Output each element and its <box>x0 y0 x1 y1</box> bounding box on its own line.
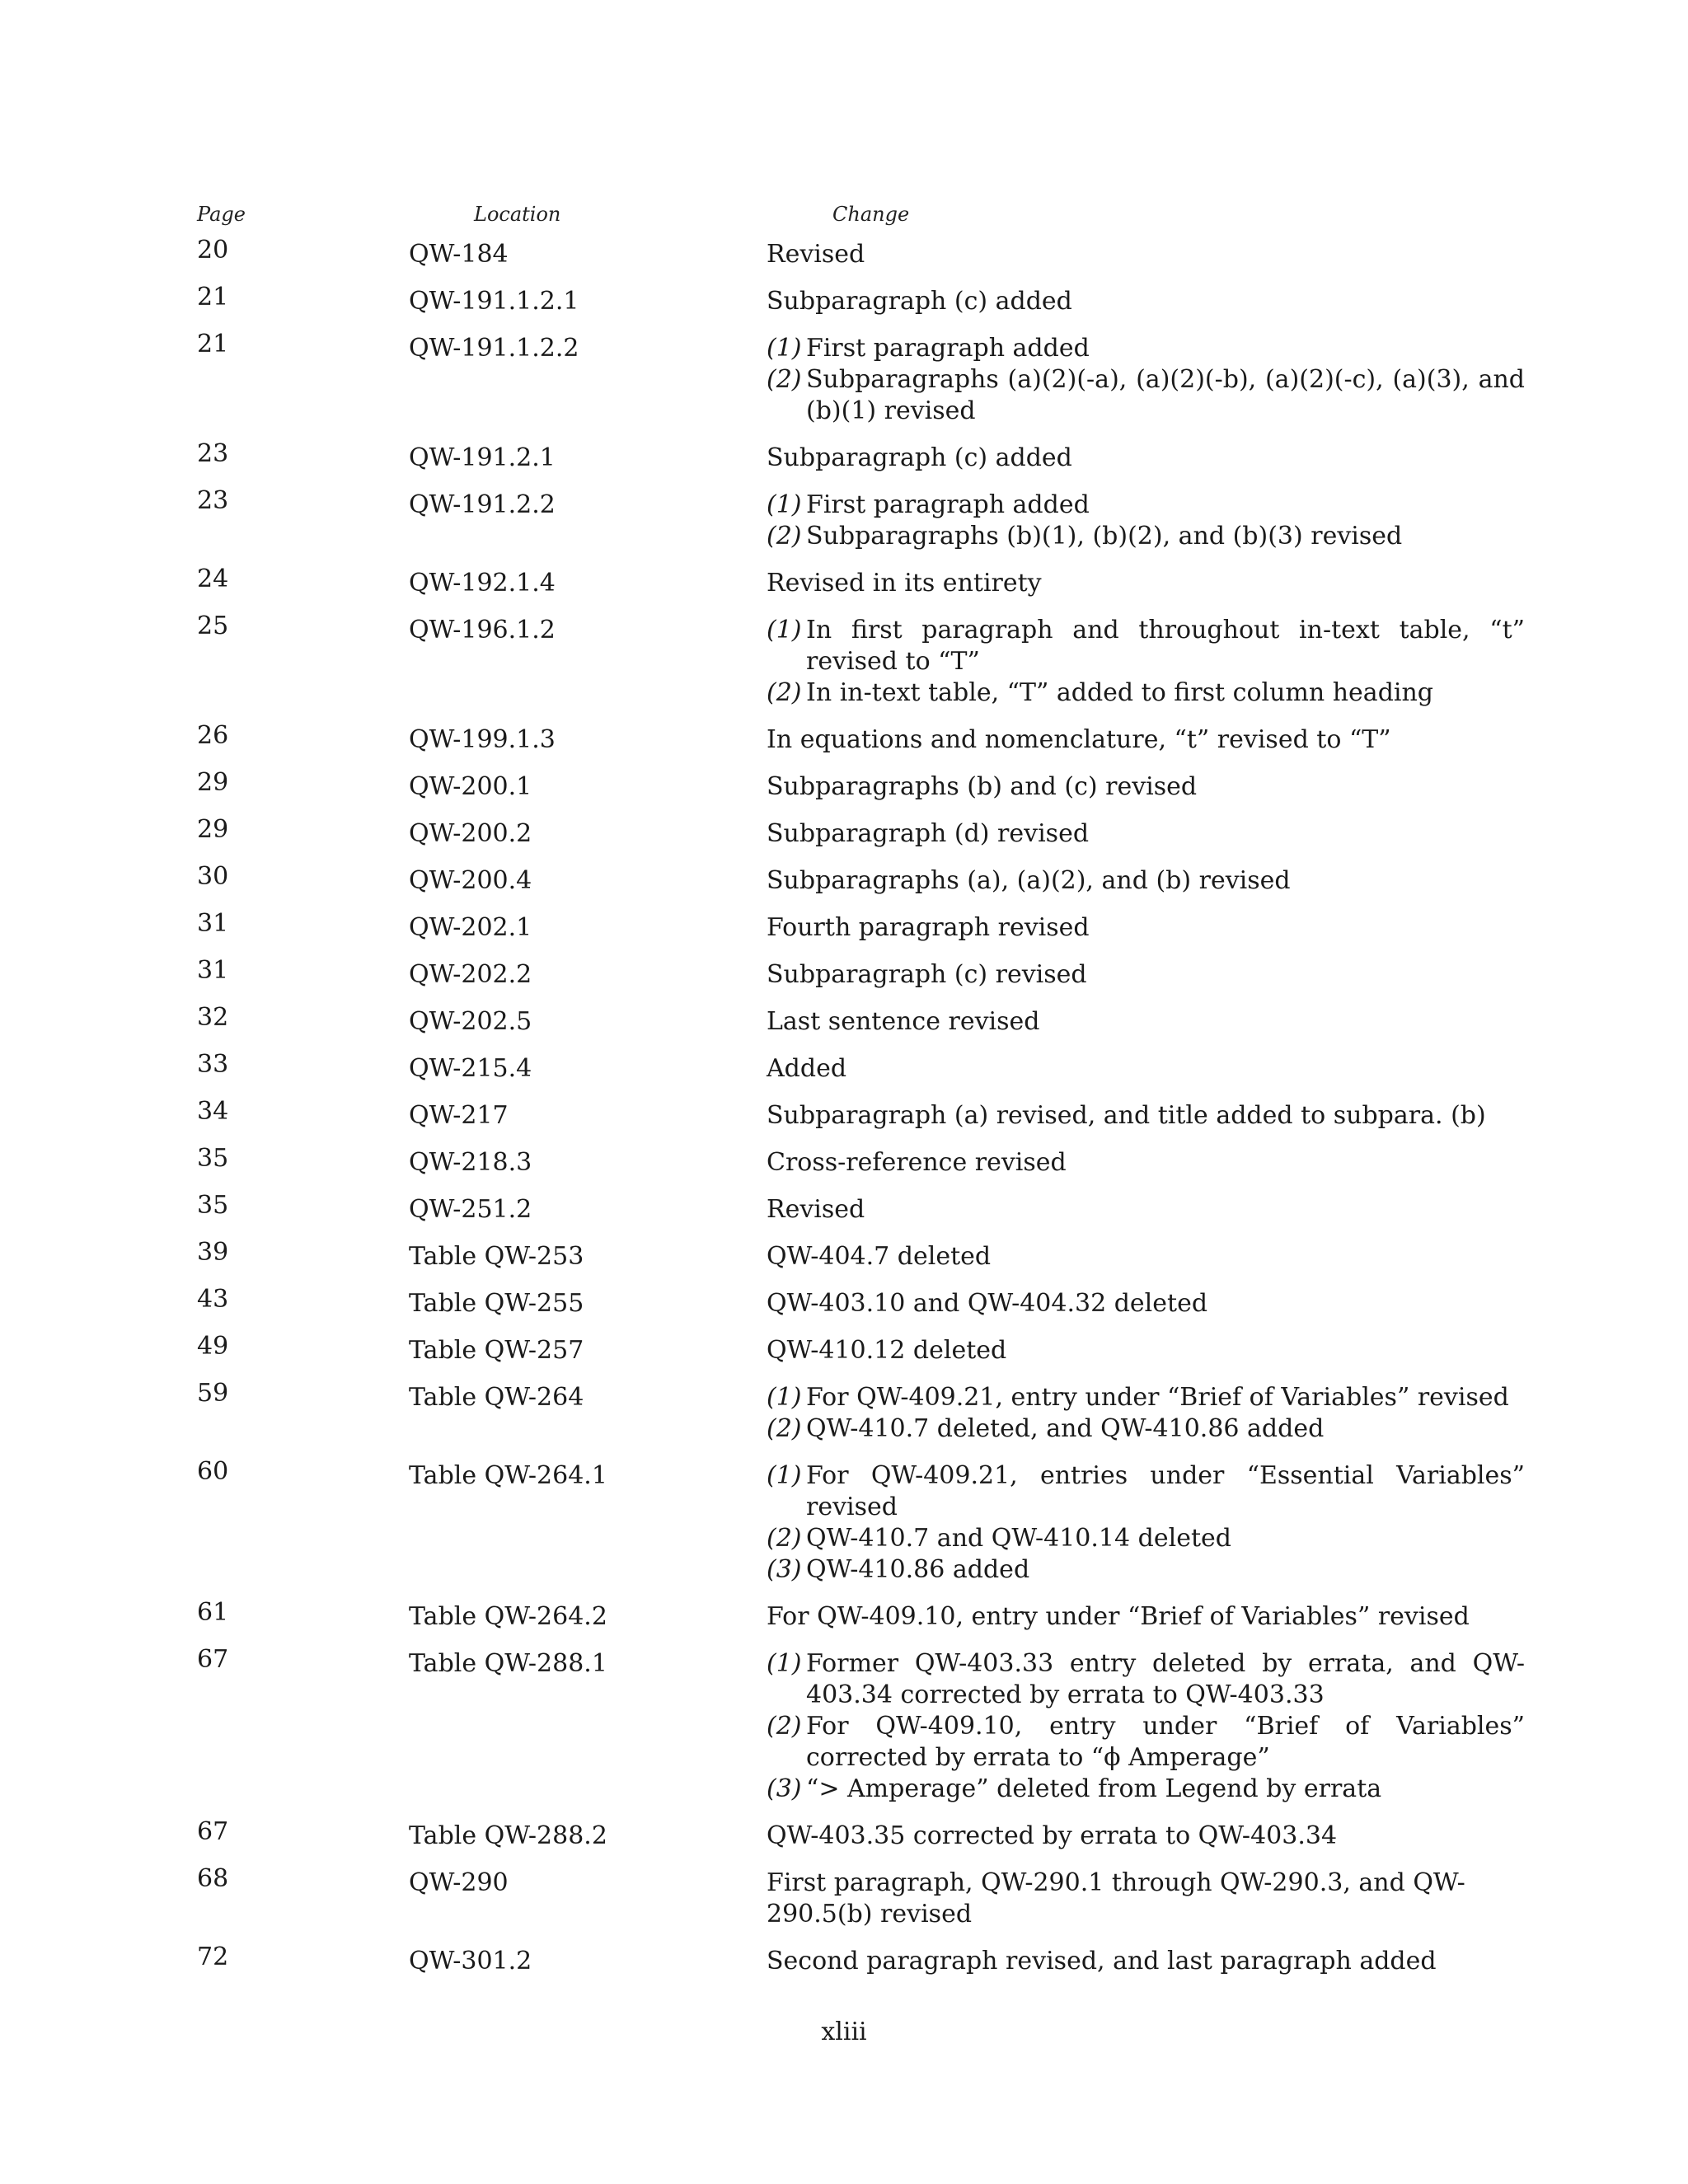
change-item-text: Subparagraphs (b)(1), (b)(2), and (b)(3) revised <box>806 522 1403 551</box>
page-cell: 25 <box>197 612 229 640</box>
change-item <box>767 1554 1525 1586</box>
change-cell <box>767 1100 1525 1132</box>
change-cell <box>767 724 1525 756</box>
change-cell <box>767 818 1525 850</box>
table-row <box>0 1332 1688 1366</box>
table-row <box>0 909 1688 944</box>
page-column-header: Page <box>197 203 246 226</box>
changes-table <box>0 236 1688 1993</box>
change-item-text: Fourth paragraph revised <box>767 913 1090 942</box>
page-cell: 21 <box>197 330 229 359</box>
page-cell: 31 <box>197 909 229 938</box>
change-item-number: (1) <box>767 616 802 644</box>
change-item-text: Subparagraphs (b) and (c) revised <box>767 772 1198 801</box>
table-row <box>0 1097 1688 1132</box>
change-cell <box>767 1648 1525 1805</box>
change-item-text: Former QW-403.33 entry deleted by errata, and QW-403.34 corrected by errata to QW-403.33 <box>806 1649 1525 1709</box>
change-item <box>767 1821 1525 1852</box>
change-item-text: Subparagraph (d) revised <box>767 819 1090 848</box>
table-row <box>0 1817 1688 1852</box>
change-item <box>767 1241 1525 1272</box>
change-item <box>767 771 1525 803</box>
change-item <box>767 1601 1525 1633</box>
change-column-header: Change <box>832 203 910 226</box>
change-item-number: (2) <box>767 522 802 551</box>
change-item <box>767 1523 1525 1554</box>
change-item <box>767 286 1525 317</box>
table-row <box>0 1645 1688 1805</box>
location-cell: QW-202.5 <box>409 1007 532 1036</box>
change-item <box>767 443 1525 474</box>
change-item-text: For QW-409.10, entry under “Brief of Variables” corrected by errata to “ϕ Amperage” <box>806 1712 1525 1772</box>
page-cell: 67 <box>197 1645 229 1674</box>
change-item <box>767 1460 1525 1523</box>
change-item-number: (1) <box>767 1461 802 1490</box>
change-cell <box>767 1460 1525 1586</box>
location-cell: QW-184 <box>409 240 509 269</box>
location-cell: QW-199.1.3 <box>409 725 556 754</box>
page-cell: 68 <box>197 1864 229 1893</box>
change-item-text: QW-410.7 and QW-410.14 deleted <box>806 1524 1231 1553</box>
change-item <box>767 1100 1525 1132</box>
location-cell: QW-200.4 <box>409 866 532 895</box>
page-cell: 35 <box>197 1191 229 1220</box>
change-cell <box>767 1946 1525 1977</box>
table-row <box>0 815 1688 850</box>
change-item-text: “> Amperage” deleted from Legend by errata <box>806 1774 1382 1803</box>
change-item-number: (1) <box>767 334 802 363</box>
table-row <box>0 768 1688 803</box>
page-cell: 72 <box>197 1943 229 1971</box>
change-item <box>767 1711 1525 1774</box>
location-cell: Table QW-264 <box>409 1383 584 1412</box>
location-cell: QW-191.2.1 <box>409 443 556 472</box>
location-cell: QW-202.1 <box>409 913 532 942</box>
page-cell: 33 <box>197 1050 229 1079</box>
change-cell <box>767 1335 1525 1366</box>
change-item-text: Cross-reference revised <box>767 1148 1067 1177</box>
change-item-text: QW-404.7 deleted <box>767 1242 992 1271</box>
location-cell: QW-215.4 <box>409 1054 532 1083</box>
change-item <box>767 239 1525 270</box>
change-cell <box>767 771 1525 803</box>
page-cell: 31 <box>197 956 229 985</box>
change-item-text: Added <box>767 1054 847 1083</box>
location-cell: QW-202.2 <box>409 960 532 989</box>
change-cell <box>767 1006 1525 1038</box>
page-cell: 21 <box>197 283 229 312</box>
change-item-number: (2) <box>767 365 802 394</box>
change-item-number: (1) <box>767 1383 802 1412</box>
change-item-text: QW-410.7 deleted, and QW-410.86 added <box>806 1414 1325 1443</box>
table-row <box>0 565 1688 599</box>
change-cell <box>767 1868 1525 1930</box>
change-item-text: For QW-409.21, entry under “Brief of Variables” revised <box>806 1383 1509 1412</box>
location-cell: Table QW-253 <box>409 1242 584 1271</box>
change-item <box>767 364 1525 427</box>
change-cell <box>767 1241 1525 1272</box>
table-row <box>0 1864 1688 1930</box>
table-row <box>0 862 1688 897</box>
change-item <box>767 490 1525 521</box>
change-cell <box>767 333 1525 427</box>
location-cell: Table QW-255 <box>409 1289 584 1318</box>
location-cell: QW-218.3 <box>409 1148 532 1177</box>
change-item-text: First paragraph, QW-290.1 through QW-290.3, and QW-290.5(b) revised <box>767 1868 1465 1929</box>
page-cell: 34 <box>197 1097 229 1126</box>
location-cell: QW-217 <box>409 1101 509 1130</box>
location-cell: QW-251.2 <box>409 1195 532 1224</box>
page-number: xliii <box>821 2018 867 2046</box>
location-cell: Table QW-264.1 <box>409 1461 607 1490</box>
table-row <box>0 1457 1688 1586</box>
change-item <box>767 568 1525 599</box>
location-cell: Table QW-257 <box>409 1336 584 1365</box>
change-item-text: In equations and nomenclature, “t” revised to “T” <box>767 725 1391 754</box>
change-item <box>767 677 1525 709</box>
page-cell: 39 <box>197 1238 229 1267</box>
change-cell <box>767 568 1525 599</box>
change-item-text: In first paragraph and throughout in-text table, “t” revised to “T” <box>806 616 1525 676</box>
page-cell: 29 <box>197 768 229 797</box>
table-row <box>0 283 1688 317</box>
location-cell: Table QW-288.2 <box>409 1821 607 1850</box>
change-cell <box>767 1821 1525 1852</box>
table-row <box>0 1144 1688 1179</box>
page-cell: 43 <box>197 1285 229 1314</box>
change-item <box>767 521 1525 552</box>
table-row <box>0 330 1688 427</box>
change-item-text: QW-403.35 corrected by errata to QW-403.34 <box>767 1821 1338 1850</box>
change-cell <box>767 912 1525 944</box>
change-cell <box>767 959 1525 991</box>
page-cell: 59 <box>197 1379 229 1408</box>
change-item <box>767 959 1525 991</box>
change-item <box>767 818 1525 850</box>
change-item <box>767 333 1525 364</box>
table-row <box>0 721 1688 756</box>
change-item <box>767 1868 1525 1930</box>
page-cell: 23 <box>197 486 229 515</box>
change-item-number: (2) <box>767 1414 802 1443</box>
change-item-number: (3) <box>767 1555 802 1584</box>
location-cell: Table QW-288.1 <box>409 1649 607 1678</box>
table-header <box>0 203 1688 232</box>
page-cell: 30 <box>197 862 229 891</box>
change-cell <box>767 1601 1525 1633</box>
change-item-text: Subparagraph (c) added <box>767 287 1072 316</box>
page-cell: 26 <box>197 721 229 750</box>
page-cell: 35 <box>197 1144 229 1173</box>
change-cell <box>767 239 1525 270</box>
change-item-text: For QW-409.10, entry under “Brief of Variables” revised <box>767 1602 1470 1631</box>
table-row <box>0 1285 1688 1319</box>
change-item <box>767 1335 1525 1366</box>
location-cell: QW-200.2 <box>409 819 532 848</box>
location-cell: QW-196.1.2 <box>409 616 556 644</box>
location-cell: Table QW-264.2 <box>409 1602 607 1631</box>
change-item-text: Subparagraph (c) revised <box>767 960 1087 989</box>
change-item-text: Subparagraphs (a)(2)(-a), (a)(2)(-b), (a)(2)(-c), (a)(3), and (b)(1) revised <box>806 365 1525 425</box>
change-item <box>767 1006 1525 1038</box>
change-item-text: QW-410.86 added <box>806 1555 1030 1584</box>
location-cell: QW-192.1.4 <box>409 569 556 598</box>
change-item <box>767 1774 1525 1805</box>
change-item <box>767 1648 1525 1711</box>
location-cell: QW-301.2 <box>409 1947 532 1975</box>
change-item <box>767 865 1525 897</box>
table-row <box>0 956 1688 991</box>
page-cell: 23 <box>197 439 229 468</box>
table-row <box>0 612 1688 709</box>
page-cell: 60 <box>197 1457 229 1486</box>
table-row <box>0 486 1688 552</box>
location-cell: QW-191.1.2.2 <box>409 334 579 363</box>
table-row <box>0 1003 1688 1038</box>
page-cell: 61 <box>197 1598 229 1627</box>
change-cell <box>767 1288 1525 1319</box>
change-cell <box>767 490 1525 552</box>
change-cell <box>767 443 1525 474</box>
change-cell <box>767 1194 1525 1226</box>
change-item-text: Revised in its entirety <box>767 569 1042 598</box>
page-cell: 24 <box>197 565 229 593</box>
location-cell: QW-191.1.2.1 <box>409 287 579 316</box>
change-item-text: Revised <box>767 240 865 269</box>
change-item-number: (3) <box>767 1774 802 1803</box>
change-item-text: For QW-409.21, entries under “Essential Variables” revised <box>806 1461 1525 1521</box>
change-item <box>767 1194 1525 1226</box>
change-item <box>767 615 1525 677</box>
change-cell <box>767 1147 1525 1179</box>
change-cell <box>767 1053 1525 1085</box>
location-cell: QW-200.1 <box>409 772 532 801</box>
change-item-number: (1) <box>767 490 802 519</box>
change-item <box>767 1147 1525 1179</box>
page-cell: 20 <box>197 236 229 265</box>
page-cell: 49 <box>197 1332 229 1361</box>
change-item-number: (1) <box>767 1649 802 1678</box>
change-item-text: First paragraph added <box>806 334 1090 363</box>
change-item-text: Subparagraphs (a), (a)(2), and (b) revised <box>767 866 1291 895</box>
change-cell <box>767 865 1525 897</box>
change-item-number: (2) <box>767 1712 802 1741</box>
table-row <box>0 1050 1688 1085</box>
change-item-text: Revised <box>767 1195 865 1224</box>
change-item <box>767 1382 1525 1413</box>
change-cell <box>767 1382 1525 1445</box>
change-item-text: Last sentence revised <box>767 1007 1040 1036</box>
page-cell: 29 <box>197 815 229 844</box>
change-item-number: (2) <box>767 678 802 707</box>
change-item <box>767 1288 1525 1319</box>
page-cell: 32 <box>197 1003 229 1032</box>
change-item <box>767 1946 1525 1977</box>
change-item <box>767 1413 1525 1445</box>
change-item-text: First paragraph added <box>806 490 1090 519</box>
change-item-text: Second paragraph revised, and last paragraph added <box>767 1947 1437 1975</box>
change-item <box>767 1053 1525 1085</box>
page-cell: 67 <box>197 1817 229 1846</box>
table-row <box>0 439 1688 474</box>
table-row <box>0 1379 1688 1445</box>
table-row <box>0 1191 1688 1226</box>
change-item <box>767 724 1525 756</box>
change-cell <box>767 286 1525 317</box>
change-item-text: In in-text table, “T” added to first column heading <box>806 678 1434 707</box>
change-item-text: Subparagraph (a) revised, and title added to subpara. (b) <box>767 1101 1486 1130</box>
location-cell: QW-290 <box>409 1868 509 1897</box>
change-item-text: Subparagraph (c) added <box>767 443 1072 472</box>
change-item <box>767 912 1525 944</box>
table-row <box>0 236 1688 270</box>
change-item-number: (2) <box>767 1524 802 1553</box>
location-column-header: Location <box>474 203 561 226</box>
change-item-text: QW-403.10 and QW-404.32 deleted <box>767 1289 1208 1318</box>
change-item-text: QW-410.12 deleted <box>767 1336 1007 1365</box>
table-row <box>0 1598 1688 1633</box>
table-row <box>0 1943 1688 1977</box>
table-row <box>0 1238 1688 1272</box>
location-cell: QW-191.2.2 <box>409 490 556 519</box>
change-cell <box>767 615 1525 709</box>
